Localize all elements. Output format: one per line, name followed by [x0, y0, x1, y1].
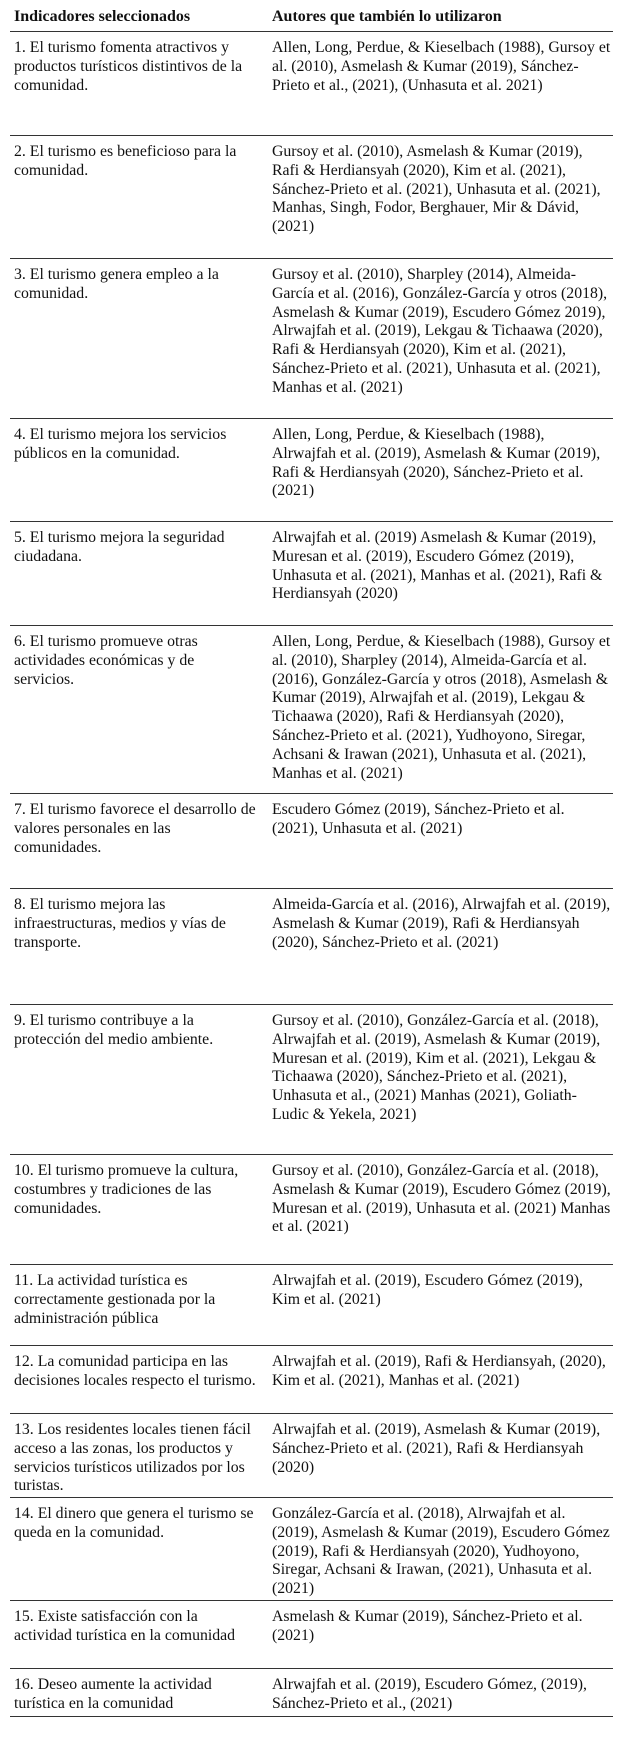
- header-authors: Autores que también lo utilizaron: [272, 7, 502, 25]
- indicator-cell: 7. El turismo favorece el desarrollo de valores personales en las comunidades.: [14, 801, 256, 856]
- table-row: [10, 1346, 613, 1414]
- authors-cell: Gursoy et al. (2010), Asmelash & Kumar (2019), Rafi & Herdiansyah (2020), Kim et al. (2021), Sánchez-Prieto et al. (2021), Unhasuta et al. (2021), Manhas, Singh, Fodor, Berghauer, Mir & Dávid, (2021): [272, 143, 601, 236]
- indicator-cell: 12. La comunidad participa en las decisiones locales respecto el turismo.: [14, 1353, 256, 1389]
- authors-cell: Allen, Long, Perdue, & Kieselbach (1988), Gursoy et al. (2010), Asmelash & Kumar (2019), Sánchez-Prieto et al., (2021), (Unhasuta et al. 2021): [272, 39, 611, 94]
- indicator-cell: 13. Los residentes locales tienen fácil acceso a las zonas, los productos y servicios turísticos utilizados por los turistas.: [14, 1421, 251, 1495]
- authors-cell: González-García et al. (2018), Alrwajfah et al. (2019), Asmelash & Kumar (2019), Escudero Gómez (2019), Rafi & Herdiansyah (2020), Yudhoyono, Siregar, Achsani & Irawan, (2021), Unhasuta et al. (2021): [272, 1505, 610, 1598]
- indicator-cell: 10. El turismo promueve la cultura, costumbres y tradiciones de las comunidades.: [14, 1162, 239, 1217]
- table-row: [10, 522, 613, 626]
- authors-cell: Asmelash & Kumar (2019), Sánchez-Prieto et al. (2021): [272, 1608, 583, 1644]
- indicator-cell: 3. El turismo genera empleo a la comunidad.: [14, 266, 219, 302]
- indicator-cell: 15. Existe satisfacción con la actividad turística en la comunidad: [14, 1608, 236, 1644]
- table-row: [10, 1601, 613, 1669]
- indicator-cell: 11. La actividad turística es correctamente gestionada por la administración pública: [14, 1272, 216, 1327]
- indicator-cell: 2. El turismo es beneficioso para la comunidad.: [14, 143, 237, 179]
- authors-cell: Gursoy et al. (2010), González-García et al. (2018), Alrwajfah et al. (2019), Asmelash & Kumar (2019), Muresan et al. (2019), Kim et al. (2021), Lekgau & Tichaawa (2020), Sánchez-Prieto et al. (2021), Unhasuta et al., (2021) Manhas (2021), Goliath-Ludic & Yekela, 2021): [272, 1012, 601, 1123]
- authors-cell: Allen, Long, Perdue, & Kieselbach (1988), Gursoy et al. (2010), Sharpley (2014), Almeida-García et al. (2016), González-García y otros (2018), Asmelash & Kumar (2019), Alrwajfah et al. (2019), Lekgau & Tichaawa (2020), Rafi & Herdiansyah (2020), Sánchez-Prieto et al. (2021), Yudhoyono, Siregar, Achsani & Irawan (2021), Unhasuta et al. (2021), Manhas et al. (2021): [272, 633, 611, 782]
- authors-cell: Escudero Gómez (2019), Sánchez-Prieto et al. (2021), Unhasuta et al. (2021): [272, 801, 565, 837]
- table-row: [10, 136, 613, 259]
- indicator-cell: 4. El turismo mejora los servicios públicos en la comunidad.: [14, 426, 227, 462]
- authors-cell: Alrwajfah et al. (2019), Escudero Gómez, (2019), Sánchez-Prieto et al., (2021): [272, 1676, 587, 1712]
- table-row: [10, 1669, 613, 1717]
- table-row: [10, 889, 613, 1005]
- table-row: [10, 626, 613, 794]
- authors-cell: Allen, Long, Perdue, & Kieselbach (1988), Alrwajfah et al. (2019), Asmelash & Kumar (2019), Rafi & Herdiansyah (2020), Sánchez-Prieto et al. (2021): [272, 426, 601, 500]
- table-row: [10, 419, 613, 522]
- header-indicators: Indicadores seleccionados: [14, 7, 191, 25]
- table-row: [10, 794, 613, 889]
- authors-cell: Gursoy et al. (2010), González-García et al. (2018), Asmelash & Kumar (2019), Escudero Gómez (2019), Muresan et al. (2019), Unhasuta et al. (2021) Manhas et al. (2021): [272, 1162, 611, 1236]
- indicator-cell: 16. Deseo aumente la actividad turística en la comunidad: [14, 1676, 212, 1712]
- table-row: [10, 1498, 613, 1601]
- authors-cell: Alrwajfah et al. (2019), Rafi & Herdiansyah, (2020), Kim et al. (2021), Manhas et al. (2021): [272, 1353, 606, 1389]
- table-row: [10, 1414, 613, 1498]
- table-row: [10, 1155, 613, 1265]
- table-row: [10, 1265, 613, 1346]
- indicators-table: [10, 2, 613, 1717]
- authors-cell: Alrwajfah et al. (2019), Escudero Gómez (2019), Kim et al. (2021): [272, 1272, 584, 1308]
- authors-cell: Alrwajfah et al. (2019), Asmelash & Kumar (2019), Sánchez-Prieto et al. (2021), Rafi & Herdiansyah (2020): [272, 1421, 601, 1476]
- authors-cell: Alrwajfah et al. (2019) Asmelash & Kumar (2019), Muresan et al. (2019), Escudero Gómez (2019), Unhasuta et al. (2021), Manhas et al. (2021), Rafi & Herdiansyah (2020): [272, 529, 603, 603]
- table-row: [10, 259, 613, 419]
- table-row: [10, 32, 613, 136]
- indicator-cell: 9. El turismo contribuye a la protección del medio ambiente.: [14, 1012, 214, 1048]
- table-row: [10, 1005, 613, 1155]
- authors-cell: Almeida-García et al. (2016), Alrwajfah et al. (2019), Asmelash & Kumar (2019), Rafi & Herdiansyah (2020), Sánchez-Prieto et al. (2021): [272, 896, 611, 951]
- indicator-cell: 14. El dinero que genera el turismo se queda en la comunidad.: [14, 1505, 254, 1541]
- authors-cell: Gursoy et al. (2010), Sharpley (2014), Almeida-García et al. (2016), González-García y otros (2018), Asmelash & Kumar (2019), Escudero Gómez 2019), Alrwajfah et al. (2019), Lekgau & Tichaawa (2020), Rafi & Herdiansyah (2020), Kim et al. (2021), Sánchez-Prieto et al. (2021), Unhasuta et al. (2021), Manhas et al. (2021): [272, 266, 608, 396]
- indicator-cell: 1. El turismo fomenta atractivos y productos turísticos distintivos de la comunidad.: [14, 39, 243, 94]
- indicator-cell: 8. El turismo mejora las infraestructuras, medios y vías de transporte.: [14, 896, 226, 951]
- indicator-cell: 5. El turismo mejora la seguridad ciudadana.: [14, 529, 225, 565]
- indicator-cell: 6. El turismo promueve otras actividades económicas y de servicios.: [14, 633, 198, 688]
- table-header: [10, 2, 613, 32]
